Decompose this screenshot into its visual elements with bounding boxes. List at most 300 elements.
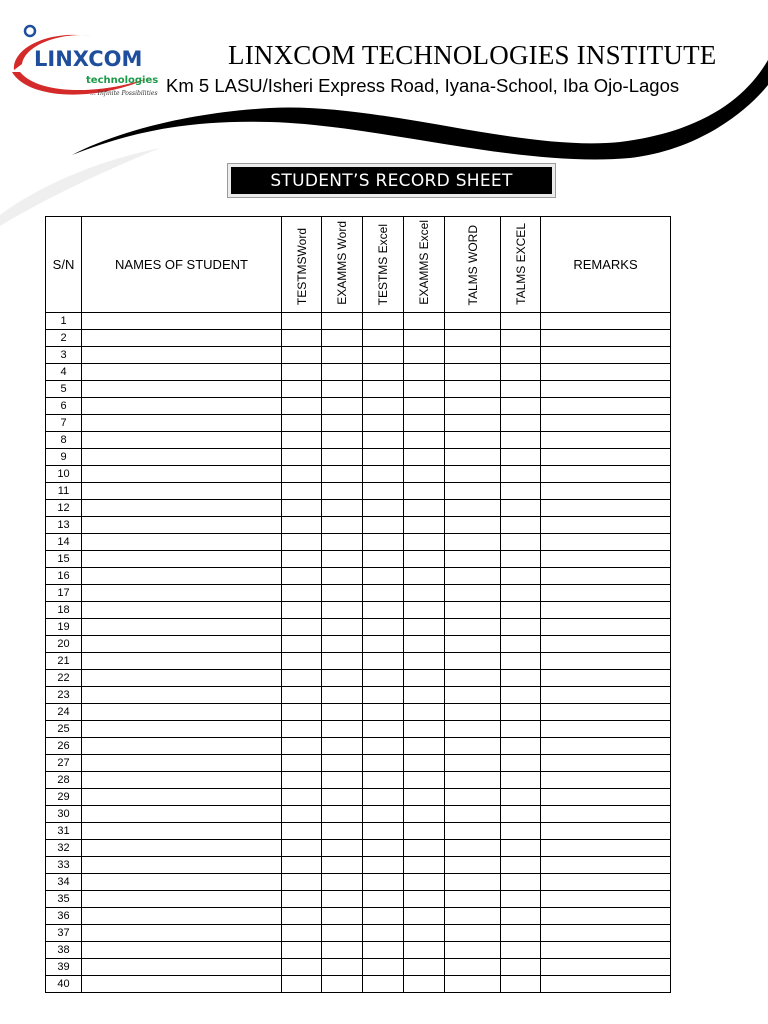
remarks-cell[interactable] bbox=[541, 942, 671, 959]
remarks-cell[interactable] bbox=[541, 653, 671, 670]
total-ms-excel-cell[interactable] bbox=[501, 347, 541, 364]
exam-ms-excel-cell[interactable] bbox=[404, 653, 445, 670]
exam-ms-word-cell[interactable] bbox=[322, 347, 363, 364]
remarks-cell[interactable] bbox=[541, 959, 671, 976]
student-name-cell[interactable] bbox=[82, 755, 282, 772]
test-ms-word-cell[interactable] bbox=[282, 959, 322, 976]
exam-ms-word-cell[interactable] bbox=[322, 636, 363, 653]
test-ms-word-cell[interactable] bbox=[282, 330, 322, 347]
student-name-cell[interactable] bbox=[82, 806, 282, 823]
exam-ms-word-cell[interactable] bbox=[322, 313, 363, 330]
exam-ms-excel-cell[interactable] bbox=[404, 347, 445, 364]
exam-ms-excel-cell[interactable] bbox=[404, 840, 445, 857]
remarks-cell[interactable] bbox=[541, 806, 671, 823]
total-ms-word-cell[interactable] bbox=[445, 585, 501, 602]
exam-ms-word-cell[interactable] bbox=[322, 670, 363, 687]
test-ms-word-cell[interactable] bbox=[282, 789, 322, 806]
total-ms-excel-cell[interactable] bbox=[501, 721, 541, 738]
exam-ms-word-cell[interactable] bbox=[322, 823, 363, 840]
student-name-cell[interactable] bbox=[82, 534, 282, 551]
total-ms-excel-cell[interactable] bbox=[501, 738, 541, 755]
test-ms-word-cell[interactable] bbox=[282, 500, 322, 517]
exam-ms-word-cell[interactable] bbox=[322, 415, 363, 432]
remarks-cell[interactable] bbox=[541, 976, 671, 993]
exam-ms-excel-cell[interactable] bbox=[404, 908, 445, 925]
total-ms-excel-cell[interactable] bbox=[501, 500, 541, 517]
test-ms-excel-cell[interactable] bbox=[363, 738, 404, 755]
exam-ms-word-cell[interactable] bbox=[322, 534, 363, 551]
total-ms-word-cell[interactable] bbox=[445, 908, 501, 925]
remarks-cell[interactable] bbox=[541, 534, 671, 551]
test-ms-excel-cell[interactable] bbox=[363, 976, 404, 993]
total-ms-word-cell[interactable] bbox=[445, 313, 501, 330]
test-ms-excel-cell[interactable] bbox=[363, 330, 404, 347]
total-ms-word-cell[interactable] bbox=[445, 449, 501, 466]
test-ms-excel-cell[interactable] bbox=[363, 823, 404, 840]
student-name-cell[interactable] bbox=[82, 687, 282, 704]
exam-ms-word-cell[interactable] bbox=[322, 976, 363, 993]
total-ms-excel-cell[interactable] bbox=[501, 602, 541, 619]
exam-ms-word-cell[interactable] bbox=[322, 908, 363, 925]
total-ms-excel-cell[interactable] bbox=[501, 874, 541, 891]
student-name-cell[interactable] bbox=[82, 738, 282, 755]
exam-ms-excel-cell[interactable] bbox=[404, 364, 445, 381]
total-ms-word-cell[interactable] bbox=[445, 772, 501, 789]
total-ms-excel-cell[interactable] bbox=[501, 891, 541, 908]
test-ms-excel-cell[interactable] bbox=[363, 585, 404, 602]
exam-ms-word-cell[interactable] bbox=[322, 891, 363, 908]
exam-ms-word-cell[interactable] bbox=[322, 602, 363, 619]
total-ms-excel-cell[interactable] bbox=[501, 619, 541, 636]
total-ms-word-cell[interactable] bbox=[445, 959, 501, 976]
test-ms-word-cell[interactable] bbox=[282, 806, 322, 823]
test-ms-excel-cell[interactable] bbox=[363, 347, 404, 364]
total-ms-word-cell[interactable] bbox=[445, 619, 501, 636]
total-ms-word-cell[interactable] bbox=[445, 891, 501, 908]
test-ms-word-cell[interactable] bbox=[282, 874, 322, 891]
test-ms-word-cell[interactable] bbox=[282, 772, 322, 789]
remarks-cell[interactable] bbox=[541, 857, 671, 874]
test-ms-word-cell[interactable] bbox=[282, 585, 322, 602]
exam-ms-excel-cell[interactable] bbox=[404, 483, 445, 500]
total-ms-word-cell[interactable] bbox=[445, 568, 501, 585]
remarks-cell[interactable] bbox=[541, 602, 671, 619]
exam-ms-excel-cell[interactable] bbox=[404, 704, 445, 721]
test-ms-excel-cell[interactable] bbox=[363, 959, 404, 976]
test-ms-word-cell[interactable] bbox=[282, 636, 322, 653]
test-ms-excel-cell[interactable] bbox=[363, 636, 404, 653]
test-ms-word-cell[interactable] bbox=[282, 891, 322, 908]
student-name-cell[interactable] bbox=[82, 551, 282, 568]
test-ms-word-cell[interactable] bbox=[282, 857, 322, 874]
total-ms-excel-cell[interactable] bbox=[501, 925, 541, 942]
test-ms-excel-cell[interactable] bbox=[363, 704, 404, 721]
test-ms-word-cell[interactable] bbox=[282, 976, 322, 993]
total-ms-word-cell[interactable] bbox=[445, 721, 501, 738]
test-ms-word-cell[interactable] bbox=[282, 704, 322, 721]
student-name-cell[interactable] bbox=[82, 585, 282, 602]
test-ms-word-cell[interactable] bbox=[282, 602, 322, 619]
total-ms-word-cell[interactable] bbox=[445, 823, 501, 840]
exam-ms-excel-cell[interactable] bbox=[404, 721, 445, 738]
test-ms-excel-cell[interactable] bbox=[363, 313, 404, 330]
test-ms-excel-cell[interactable] bbox=[363, 568, 404, 585]
test-ms-excel-cell[interactable] bbox=[363, 602, 404, 619]
test-ms-word-cell[interactable] bbox=[282, 466, 322, 483]
exam-ms-word-cell[interactable] bbox=[322, 874, 363, 891]
total-ms-word-cell[interactable] bbox=[445, 925, 501, 942]
exam-ms-word-cell[interactable] bbox=[322, 806, 363, 823]
exam-ms-excel-cell[interactable] bbox=[404, 381, 445, 398]
student-name-cell[interactable] bbox=[82, 772, 282, 789]
exam-ms-word-cell[interactable] bbox=[322, 568, 363, 585]
test-ms-excel-cell[interactable] bbox=[363, 398, 404, 415]
student-name-cell[interactable] bbox=[82, 670, 282, 687]
total-ms-excel-cell[interactable] bbox=[501, 483, 541, 500]
total-ms-excel-cell[interactable] bbox=[501, 551, 541, 568]
remarks-cell[interactable] bbox=[541, 721, 671, 738]
student-name-cell[interactable] bbox=[82, 925, 282, 942]
test-ms-word-cell[interactable] bbox=[282, 551, 322, 568]
test-ms-excel-cell[interactable] bbox=[363, 840, 404, 857]
total-ms-excel-cell[interactable] bbox=[501, 942, 541, 959]
total-ms-excel-cell[interactable] bbox=[501, 313, 541, 330]
test-ms-excel-cell[interactable] bbox=[363, 432, 404, 449]
exam-ms-excel-cell[interactable] bbox=[404, 619, 445, 636]
total-ms-word-cell[interactable] bbox=[445, 364, 501, 381]
exam-ms-word-cell[interactable] bbox=[322, 772, 363, 789]
exam-ms-word-cell[interactable] bbox=[322, 551, 363, 568]
total-ms-word-cell[interactable] bbox=[445, 942, 501, 959]
test-ms-word-cell[interactable] bbox=[282, 653, 322, 670]
exam-ms-excel-cell[interactable] bbox=[404, 806, 445, 823]
total-ms-word-cell[interactable] bbox=[445, 687, 501, 704]
remarks-cell[interactable] bbox=[541, 449, 671, 466]
exam-ms-excel-cell[interactable] bbox=[404, 313, 445, 330]
student-name-cell[interactable] bbox=[82, 619, 282, 636]
exam-ms-excel-cell[interactable] bbox=[404, 670, 445, 687]
exam-ms-excel-cell[interactable] bbox=[404, 823, 445, 840]
remarks-cell[interactable] bbox=[541, 908, 671, 925]
total-ms-word-cell[interactable] bbox=[445, 653, 501, 670]
student-name-cell[interactable] bbox=[82, 466, 282, 483]
exam-ms-excel-cell[interactable] bbox=[404, 585, 445, 602]
remarks-cell[interactable] bbox=[541, 789, 671, 806]
test-ms-excel-cell[interactable] bbox=[363, 772, 404, 789]
remarks-cell[interactable] bbox=[541, 704, 671, 721]
exam-ms-excel-cell[interactable] bbox=[404, 466, 445, 483]
test-ms-word-cell[interactable] bbox=[282, 738, 322, 755]
exam-ms-word-cell[interactable] bbox=[322, 330, 363, 347]
exam-ms-excel-cell[interactable] bbox=[404, 500, 445, 517]
student-name-cell[interactable] bbox=[82, 823, 282, 840]
student-name-cell[interactable] bbox=[82, 568, 282, 585]
student-name-cell[interactable] bbox=[82, 602, 282, 619]
test-ms-excel-cell[interactable] bbox=[363, 653, 404, 670]
remarks-cell[interactable] bbox=[541, 925, 671, 942]
test-ms-word-cell[interactable] bbox=[282, 381, 322, 398]
remarks-cell[interactable] bbox=[541, 687, 671, 704]
total-ms-word-cell[interactable] bbox=[445, 857, 501, 874]
student-name-cell[interactable] bbox=[82, 347, 282, 364]
exam-ms-word-cell[interactable] bbox=[322, 364, 363, 381]
remarks-cell[interactable] bbox=[541, 891, 671, 908]
exam-ms-word-cell[interactable] bbox=[322, 721, 363, 738]
student-name-cell[interactable] bbox=[82, 449, 282, 466]
total-ms-word-cell[interactable] bbox=[445, 551, 501, 568]
total-ms-excel-cell[interactable] bbox=[501, 636, 541, 653]
student-name-cell[interactable] bbox=[82, 840, 282, 857]
exam-ms-excel-cell[interactable] bbox=[404, 755, 445, 772]
test-ms-word-cell[interactable] bbox=[282, 840, 322, 857]
total-ms-word-cell[interactable] bbox=[445, 704, 501, 721]
test-ms-excel-cell[interactable] bbox=[363, 364, 404, 381]
remarks-cell[interactable] bbox=[541, 772, 671, 789]
test-ms-word-cell[interactable] bbox=[282, 347, 322, 364]
exam-ms-word-cell[interactable] bbox=[322, 449, 363, 466]
test-ms-word-cell[interactable] bbox=[282, 432, 322, 449]
exam-ms-excel-cell[interactable] bbox=[404, 687, 445, 704]
total-ms-word-cell[interactable] bbox=[445, 483, 501, 500]
total-ms-excel-cell[interactable] bbox=[501, 806, 541, 823]
total-ms-excel-cell[interactable] bbox=[501, 653, 541, 670]
exam-ms-excel-cell[interactable] bbox=[404, 534, 445, 551]
exam-ms-excel-cell[interactable] bbox=[404, 789, 445, 806]
student-name-cell[interactable] bbox=[82, 653, 282, 670]
total-ms-excel-cell[interactable] bbox=[501, 840, 541, 857]
student-name-cell[interactable] bbox=[82, 704, 282, 721]
exam-ms-excel-cell[interactable] bbox=[404, 874, 445, 891]
student-name-cell[interactable] bbox=[82, 891, 282, 908]
total-ms-word-cell[interactable] bbox=[445, 976, 501, 993]
remarks-cell[interactable] bbox=[541, 585, 671, 602]
total-ms-word-cell[interactable] bbox=[445, 517, 501, 534]
exam-ms-excel-cell[interactable] bbox=[404, 568, 445, 585]
exam-ms-excel-cell[interactable] bbox=[404, 959, 445, 976]
exam-ms-word-cell[interactable] bbox=[322, 738, 363, 755]
exam-ms-excel-cell[interactable] bbox=[404, 976, 445, 993]
remarks-cell[interactable] bbox=[541, 670, 671, 687]
test-ms-word-cell[interactable] bbox=[282, 687, 322, 704]
total-ms-word-cell[interactable] bbox=[445, 874, 501, 891]
test-ms-word-cell[interactable] bbox=[282, 721, 322, 738]
total-ms-excel-cell[interactable] bbox=[501, 857, 541, 874]
student-name-cell[interactable] bbox=[82, 483, 282, 500]
total-ms-word-cell[interactable] bbox=[445, 738, 501, 755]
remarks-cell[interactable] bbox=[541, 517, 671, 534]
exam-ms-word-cell[interactable] bbox=[322, 942, 363, 959]
test-ms-word-cell[interactable] bbox=[282, 398, 322, 415]
test-ms-excel-cell[interactable] bbox=[363, 381, 404, 398]
remarks-cell[interactable] bbox=[541, 755, 671, 772]
exam-ms-word-cell[interactable] bbox=[322, 398, 363, 415]
exam-ms-excel-cell[interactable] bbox=[404, 738, 445, 755]
exam-ms-excel-cell[interactable] bbox=[404, 772, 445, 789]
exam-ms-word-cell[interactable] bbox=[322, 466, 363, 483]
total-ms-excel-cell[interactable] bbox=[501, 466, 541, 483]
test-ms-excel-cell[interactable] bbox=[363, 908, 404, 925]
total-ms-excel-cell[interactable] bbox=[501, 330, 541, 347]
remarks-cell[interactable] bbox=[541, 483, 671, 500]
total-ms-excel-cell[interactable] bbox=[501, 704, 541, 721]
exam-ms-excel-cell[interactable] bbox=[404, 415, 445, 432]
remarks-cell[interactable] bbox=[541, 415, 671, 432]
remarks-cell[interactable] bbox=[541, 432, 671, 449]
exam-ms-word-cell[interactable] bbox=[322, 704, 363, 721]
test-ms-excel-cell[interactable] bbox=[363, 415, 404, 432]
test-ms-word-cell[interactable] bbox=[282, 364, 322, 381]
remarks-cell[interactable] bbox=[541, 619, 671, 636]
total-ms-word-cell[interactable] bbox=[445, 415, 501, 432]
exam-ms-excel-cell[interactable] bbox=[404, 942, 445, 959]
test-ms-excel-cell[interactable] bbox=[363, 857, 404, 874]
remarks-cell[interactable] bbox=[541, 330, 671, 347]
total-ms-excel-cell[interactable] bbox=[501, 364, 541, 381]
test-ms-excel-cell[interactable] bbox=[363, 891, 404, 908]
test-ms-word-cell[interactable] bbox=[282, 517, 322, 534]
total-ms-excel-cell[interactable] bbox=[501, 823, 541, 840]
total-ms-excel-cell[interactable] bbox=[501, 755, 541, 772]
student-name-cell[interactable] bbox=[82, 636, 282, 653]
student-name-cell[interactable] bbox=[82, 874, 282, 891]
exam-ms-word-cell[interactable] bbox=[322, 959, 363, 976]
remarks-cell[interactable] bbox=[541, 381, 671, 398]
remarks-cell[interactable] bbox=[541, 636, 671, 653]
total-ms-excel-cell[interactable] bbox=[501, 687, 541, 704]
remarks-cell[interactable] bbox=[541, 313, 671, 330]
test-ms-excel-cell[interactable] bbox=[363, 721, 404, 738]
test-ms-word-cell[interactable] bbox=[282, 908, 322, 925]
total-ms-excel-cell[interactable] bbox=[501, 789, 541, 806]
student-name-cell[interactable] bbox=[82, 500, 282, 517]
total-ms-word-cell[interactable] bbox=[445, 330, 501, 347]
student-name-cell[interactable] bbox=[82, 517, 282, 534]
total-ms-word-cell[interactable] bbox=[445, 840, 501, 857]
total-ms-excel-cell[interactable] bbox=[501, 449, 541, 466]
total-ms-word-cell[interactable] bbox=[445, 398, 501, 415]
test-ms-excel-cell[interactable] bbox=[363, 483, 404, 500]
exam-ms-excel-cell[interactable] bbox=[404, 330, 445, 347]
test-ms-excel-cell[interactable] bbox=[363, 466, 404, 483]
exam-ms-excel-cell[interactable] bbox=[404, 602, 445, 619]
exam-ms-word-cell[interactable] bbox=[322, 517, 363, 534]
test-ms-word-cell[interactable] bbox=[282, 755, 322, 772]
exam-ms-excel-cell[interactable] bbox=[404, 449, 445, 466]
total-ms-word-cell[interactable] bbox=[445, 500, 501, 517]
remarks-cell[interactable] bbox=[541, 551, 671, 568]
total-ms-excel-cell[interactable] bbox=[501, 534, 541, 551]
total-ms-excel-cell[interactable] bbox=[501, 908, 541, 925]
test-ms-word-cell[interactable] bbox=[282, 942, 322, 959]
test-ms-excel-cell[interactable] bbox=[363, 534, 404, 551]
exam-ms-word-cell[interactable] bbox=[322, 925, 363, 942]
total-ms-excel-cell[interactable] bbox=[501, 381, 541, 398]
test-ms-word-cell[interactable] bbox=[282, 313, 322, 330]
student-name-cell[interactable] bbox=[82, 381, 282, 398]
exam-ms-word-cell[interactable] bbox=[322, 687, 363, 704]
remarks-cell[interactable] bbox=[541, 738, 671, 755]
total-ms-excel-cell[interactable] bbox=[501, 959, 541, 976]
exam-ms-excel-cell[interactable] bbox=[404, 517, 445, 534]
student-name-cell[interactable] bbox=[82, 313, 282, 330]
test-ms-word-cell[interactable] bbox=[282, 925, 322, 942]
remarks-cell[interactable] bbox=[541, 568, 671, 585]
student-name-cell[interactable] bbox=[82, 364, 282, 381]
exam-ms-word-cell[interactable] bbox=[322, 789, 363, 806]
student-name-cell[interactable] bbox=[82, 976, 282, 993]
exam-ms-word-cell[interactable] bbox=[322, 483, 363, 500]
total-ms-excel-cell[interactable] bbox=[501, 415, 541, 432]
student-name-cell[interactable] bbox=[82, 398, 282, 415]
exam-ms-word-cell[interactable] bbox=[322, 755, 363, 772]
total-ms-word-cell[interactable] bbox=[445, 466, 501, 483]
student-name-cell[interactable] bbox=[82, 942, 282, 959]
remarks-cell[interactable] bbox=[541, 398, 671, 415]
total-ms-excel-cell[interactable] bbox=[501, 432, 541, 449]
test-ms-excel-cell[interactable] bbox=[363, 942, 404, 959]
total-ms-word-cell[interactable] bbox=[445, 534, 501, 551]
student-name-cell[interactable] bbox=[82, 721, 282, 738]
remarks-cell[interactable] bbox=[541, 500, 671, 517]
total-ms-word-cell[interactable] bbox=[445, 347, 501, 364]
total-ms-excel-cell[interactable] bbox=[501, 517, 541, 534]
total-ms-word-cell[interactable] bbox=[445, 670, 501, 687]
test-ms-excel-cell[interactable] bbox=[363, 874, 404, 891]
test-ms-excel-cell[interactable] bbox=[363, 755, 404, 772]
test-ms-excel-cell[interactable] bbox=[363, 687, 404, 704]
total-ms-excel-cell[interactable] bbox=[501, 772, 541, 789]
test-ms-word-cell[interactable] bbox=[282, 568, 322, 585]
test-ms-excel-cell[interactable] bbox=[363, 925, 404, 942]
total-ms-excel-cell[interactable] bbox=[501, 398, 541, 415]
exam-ms-word-cell[interactable] bbox=[322, 432, 363, 449]
total-ms-word-cell[interactable] bbox=[445, 636, 501, 653]
total-ms-word-cell[interactable] bbox=[445, 789, 501, 806]
test-ms-word-cell[interactable] bbox=[282, 449, 322, 466]
student-name-cell[interactable] bbox=[82, 330, 282, 347]
exam-ms-excel-cell[interactable] bbox=[404, 551, 445, 568]
student-name-cell[interactable] bbox=[82, 432, 282, 449]
student-name-cell[interactable] bbox=[82, 415, 282, 432]
exam-ms-word-cell[interactable] bbox=[322, 857, 363, 874]
remarks-cell[interactable] bbox=[541, 840, 671, 857]
total-ms-word-cell[interactable] bbox=[445, 806, 501, 823]
exam-ms-word-cell[interactable] bbox=[322, 585, 363, 602]
exam-ms-excel-cell[interactable] bbox=[404, 636, 445, 653]
student-name-cell[interactable] bbox=[82, 789, 282, 806]
remarks-cell[interactable] bbox=[541, 347, 671, 364]
remarks-cell[interactable] bbox=[541, 823, 671, 840]
total-ms-excel-cell[interactable] bbox=[501, 585, 541, 602]
test-ms-word-cell[interactable] bbox=[282, 483, 322, 500]
exam-ms-excel-cell[interactable] bbox=[404, 398, 445, 415]
total-ms-word-cell[interactable] bbox=[445, 755, 501, 772]
test-ms-excel-cell[interactable] bbox=[363, 517, 404, 534]
total-ms-word-cell[interactable] bbox=[445, 432, 501, 449]
exam-ms-excel-cell[interactable] bbox=[404, 857, 445, 874]
test-ms-word-cell[interactable] bbox=[282, 619, 322, 636]
exam-ms-excel-cell[interactable] bbox=[404, 925, 445, 942]
total-ms-excel-cell[interactable] bbox=[501, 670, 541, 687]
exam-ms-excel-cell[interactable] bbox=[404, 432, 445, 449]
exam-ms-word-cell[interactable] bbox=[322, 500, 363, 517]
test-ms-excel-cell[interactable] bbox=[363, 551, 404, 568]
remarks-cell[interactable] bbox=[541, 874, 671, 891]
test-ms-excel-cell[interactable] bbox=[363, 806, 404, 823]
exam-ms-word-cell[interactable] bbox=[322, 381, 363, 398]
total-ms-word-cell[interactable] bbox=[445, 381, 501, 398]
test-ms-excel-cell[interactable] bbox=[363, 670, 404, 687]
